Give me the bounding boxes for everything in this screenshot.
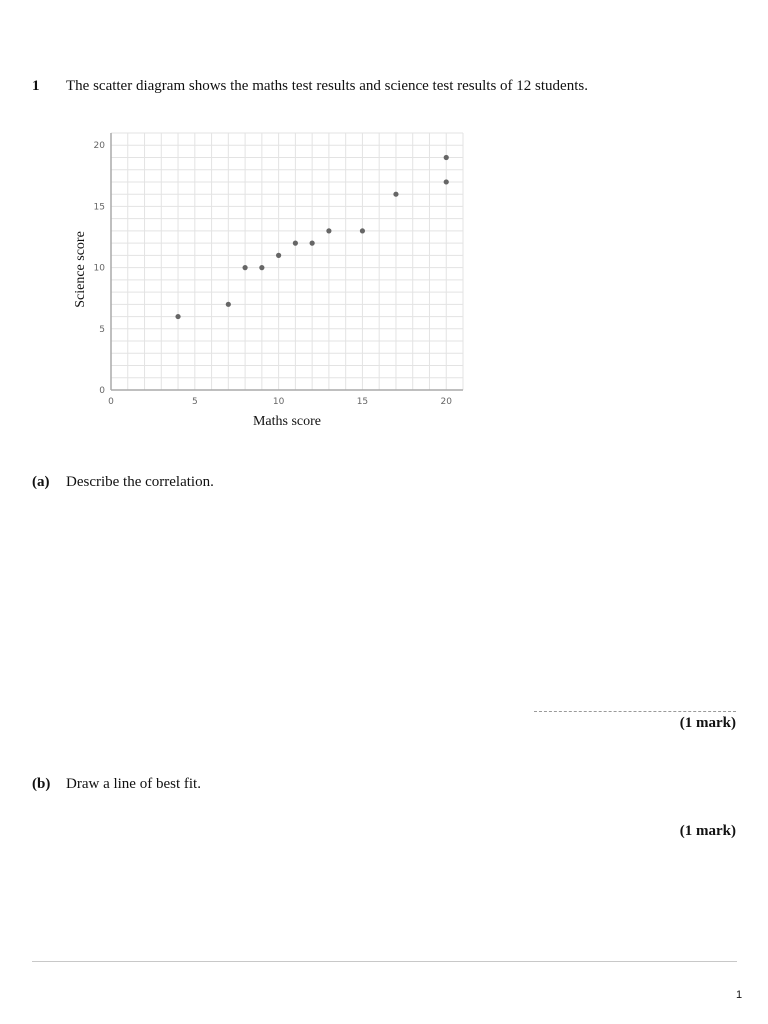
page-number: 1 — [736, 989, 743, 1001]
scatter-point — [175, 314, 180, 319]
chart-ticks — [94, 141, 453, 407]
x-tick-label: 0 — [108, 397, 114, 407]
scatter-point — [293, 241, 298, 246]
scatter-point — [226, 302, 231, 307]
scatter-chart — [60, 126, 480, 436]
chart-grid — [111, 133, 463, 390]
part-b-text: Draw a line of best fit. — [66, 776, 201, 792]
scatter-point — [242, 265, 247, 270]
scatter-point — [360, 228, 365, 233]
y-tick-label: 20 — [93, 141, 105, 152]
scatter-point — [326, 228, 331, 233]
y-axis-label: Science score — [73, 231, 88, 308]
x-tick-label: 5 — [191, 397, 198, 407]
scatter-point — [259, 265, 264, 270]
part-a-label: (a) — [32, 474, 50, 490]
part-a-marks: (1 mark) — [679, 715, 736, 731]
chart-axes — [111, 133, 463, 390]
x-tick-label: 10 — [272, 397, 285, 407]
x-tick-label: 20 — [440, 397, 452, 407]
answer-line[interactable] — [534, 711, 736, 712]
part-a-text: Describe the correlation. — [66, 474, 214, 490]
y-tick-label: 10 — [93, 263, 105, 274]
question-text: The scatter diagram shows the maths test results and science test results of 12 students. — [66, 78, 588, 94]
y-tick-label: 5 — [99, 324, 105, 335]
part-b-marks: (1 mark) — [679, 823, 736, 839]
part-b-label: (b) — [32, 776, 51, 792]
x-tick-label: 15 — [356, 397, 369, 407]
y-tick-label: 15 — [93, 202, 105, 213]
scatter-point — [393, 192, 398, 197]
question-number: 1 — [32, 78, 40, 94]
scatter-point — [276, 253, 281, 258]
scatter-point — [444, 155, 449, 160]
x-axis-label: Maths score — [252, 414, 322, 429]
y-tick-label: 0 — [99, 386, 105, 396]
scatter-point — [310, 241, 315, 246]
scatter-point — [444, 179, 449, 184]
footer-divider — [32, 961, 737, 962]
